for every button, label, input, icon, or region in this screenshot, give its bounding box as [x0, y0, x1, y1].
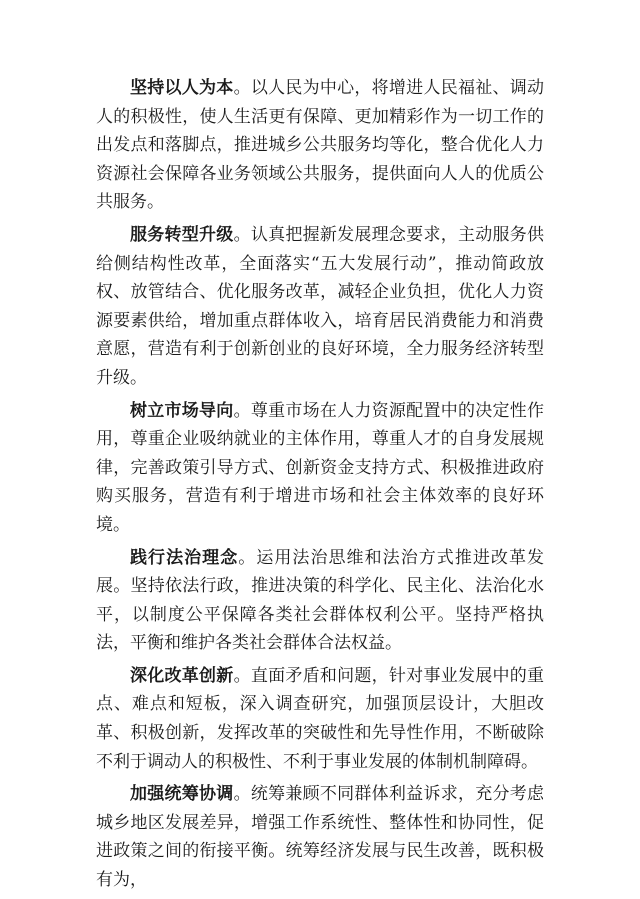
paragraph-body: 。认真把握新发展理念要求，主动服务供给侧结构性改革，全面落实“五大发展行动”，推动简政放权、放管结合、优化服务改革，减轻企业负担，优化人力资源要素供给，增加重点群体收入，培育居民消费能力和消费意愿，营造有利于创新创业的良好环境，全力服务经济转型升级。 — [96, 224, 545, 388]
paragraph-heading: 践行法治理念 — [130, 547, 239, 568]
paragraph-heading: 坚持以人为本 — [130, 78, 234, 98]
paragraph-heading: 深化改革创新 — [130, 665, 234, 686]
document-page — [96, 74, 544, 899]
paragraph-body: 。尊重市场在人力资源配置中的决定性作用，尊重企业吸纳就业的主体作用，尊重人才的自身发展规律，完善政策引导方式、创新资金支持方式、积极推进政府购买服务，营造有利于增进市场和社会主体效率的良好环境。 — [96, 400, 545, 535]
paragraph-coordination — [96, 780, 544, 894]
paragraph-body: 。运用法治思维和法治方式推进改革发展。坚持依法行政，推进决策的科学化、民主化、法治化水平，以制度公平保障各类社会群体权利公平。坚持严格执法，平衡和维护各类社会群体合法权益。 — [96, 547, 545, 654]
paragraph-heading: 树立市场导向 — [130, 400, 234, 421]
paragraph-service-upgrade — [96, 221, 544, 393]
paragraph-heading: 加强统筹协调 — [130, 784, 234, 805]
paragraph-body: 。直面矛盾和问题，针对事业发展中的重点、难点和短板，深入调查研究，加强顶层设计，大胆改革、积极创新，发挥改革的突破性和先导性作用，不断破除不利于调动人的积极性、不利于事业发展的体制机制障碍。 — [96, 665, 545, 772]
paragraph-body: 。统筹兼顾不同群体利益诉求，充分考虑城乡地区发展差异，增强工作系统性、整体性和协同性，促进政策之间的衔接平衡。统筹经济发展与民生改善，既积极有为， — [96, 784, 545, 891]
paragraph-reform-innovation — [96, 662, 544, 776]
paragraph-heading: 服务转型升级 — [130, 224, 234, 245]
paragraph-body: 。以人民为中心，将增进人民福祉、调动人的积极性，使人生活更有保障、更加精彩作为一切工作的出发点和落脚点，推进城乡公共服务均等化，整合优化人力资源社会保障各业务领域公共服务，提供面向人人的优质公共服务。 — [96, 78, 545, 213]
paragraph-market-orientation — [96, 397, 544, 540]
paragraph-people-oriented — [96, 74, 544, 217]
paragraph-rule-of-law — [96, 544, 544, 658]
